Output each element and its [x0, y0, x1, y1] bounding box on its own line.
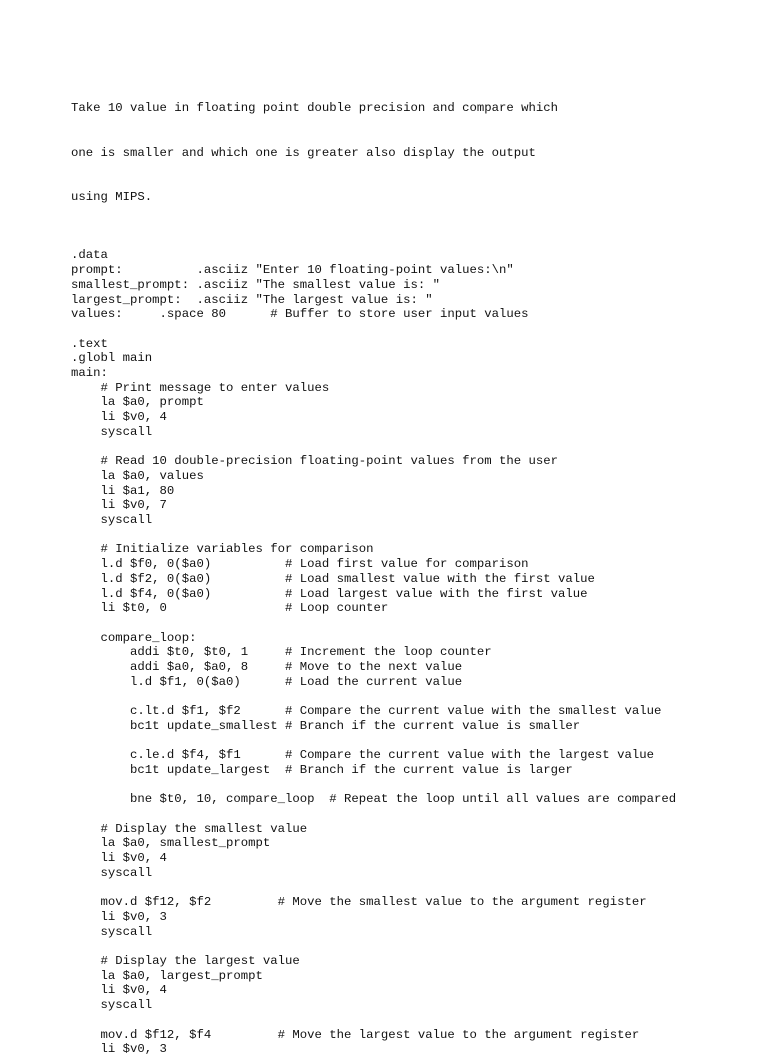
- code-line: [71, 778, 751, 793]
- code-line: compare_loop:: [71, 630, 197, 645]
- code-line: li $v0, 4: [71, 851, 167, 866]
- code-line: [71, 881, 751, 896]
- code-line: [71, 528, 751, 543]
- code-line: li $v0, 3: [71, 1042, 167, 1057]
- code-line: .text: [71, 336, 108, 351]
- mips-code-block: [71, 234, 751, 1057]
- code-line: # Display the largest value: [71, 954, 300, 969]
- question-text: [71, 72, 751, 234]
- document-page: [71, 72, 751, 1057]
- code-line: c.le.d $f4, $f1 # Compare the current value with the largest value: [71, 748, 654, 763]
- code-line: syscall: [71, 513, 153, 528]
- code-line: l.d $f1, 0($a0) # Load the current value: [71, 674, 463, 689]
- code-line: smallest_prompt: .asciiz "The smallest value is: ": [71, 277, 440, 292]
- code-line: # Display the smallest value: [71, 821, 308, 836]
- code-line: values: .space 80 # Buffer to store user input values: [71, 307, 529, 322]
- code-line: l.d $f0, 0($a0) # Load first value for comparison: [71, 557, 529, 572]
- code-line: # Initialize variables for comparison: [71, 542, 374, 557]
- code-line: li $v0, 4: [71, 410, 167, 425]
- code-line: # Read 10 double-precision floating-point values from the user: [71, 454, 559, 469]
- code-line: [71, 616, 751, 631]
- code-line: c.lt.d $f1, $f2 # Compare the current value with the smallest value: [71, 704, 662, 719]
- code-line: li $v0, 3: [71, 909, 167, 924]
- code-line: [71, 734, 751, 749]
- code-line: [71, 807, 751, 822]
- code-line: mov.d $f12, $f4 # Move the largest value to the argument register: [71, 1027, 640, 1042]
- code-line: addi $t0, $t0, 1 # Increment the loop counter: [71, 645, 492, 660]
- code-line: [71, 234, 751, 249]
- code-line: [71, 1013, 751, 1028]
- code-line: [71, 322, 751, 337]
- code-line: mov.d $f12, $f2 # Move the smallest value to the argument register: [71, 895, 647, 910]
- question-line: using MIPS.: [71, 189, 153, 204]
- code-line: la $a0, largest_prompt: [71, 968, 263, 983]
- code-line: l.d $f4, 0($a0) # Load largest value with the first value: [71, 586, 588, 601]
- code-line: main:: [71, 366, 108, 381]
- code-line: .data: [71, 248, 108, 263]
- code-line: prompt: .asciiz "Enter 10 floating-point values:\n": [71, 263, 514, 278]
- code-line: li $a1, 80: [71, 483, 175, 498]
- code-line: li $v0, 4: [71, 983, 167, 998]
- code-line: la $a0, smallest_prompt: [71, 836, 271, 851]
- code-line: largest_prompt: .asciiz "The largest value is: ": [71, 292, 433, 307]
- code-line: .globl main: [71, 351, 153, 366]
- code-line: [71, 689, 751, 704]
- code-line: syscall: [71, 924, 153, 939]
- question-line: one is smaller and which one is greater also display the output: [71, 145, 536, 160]
- code-line: syscall: [71, 865, 153, 880]
- code-line: [71, 440, 751, 455]
- code-line: syscall: [71, 424, 153, 439]
- code-line: l.d $f2, 0($a0) # Load smallest value with the first value: [71, 571, 595, 586]
- code-line: la $a0, prompt: [71, 395, 204, 410]
- code-line: la $a0, values: [71, 468, 204, 483]
- code-line: syscall: [71, 998, 153, 1013]
- question-line: Take 10 value in floating point double precision and compare which: [71, 101, 559, 116]
- code-line: addi $a0, $a0, 8 # Move to the next value: [71, 660, 463, 675]
- code-line: [71, 939, 751, 954]
- code-line: bc1t update_smallest # Branch if the current value is smaller: [71, 718, 581, 733]
- code-line: bne $t0, 10, compare_loop # Repeat the loop until all values are compared: [71, 792, 677, 807]
- code-line: bc1t update_largest # Branch if the current value is larger: [71, 762, 573, 777]
- code-line: # Print message to enter values: [71, 380, 330, 395]
- code-line: li $t0, 0 # Loop counter: [71, 601, 389, 616]
- code-line: li $v0, 7: [71, 498, 167, 513]
